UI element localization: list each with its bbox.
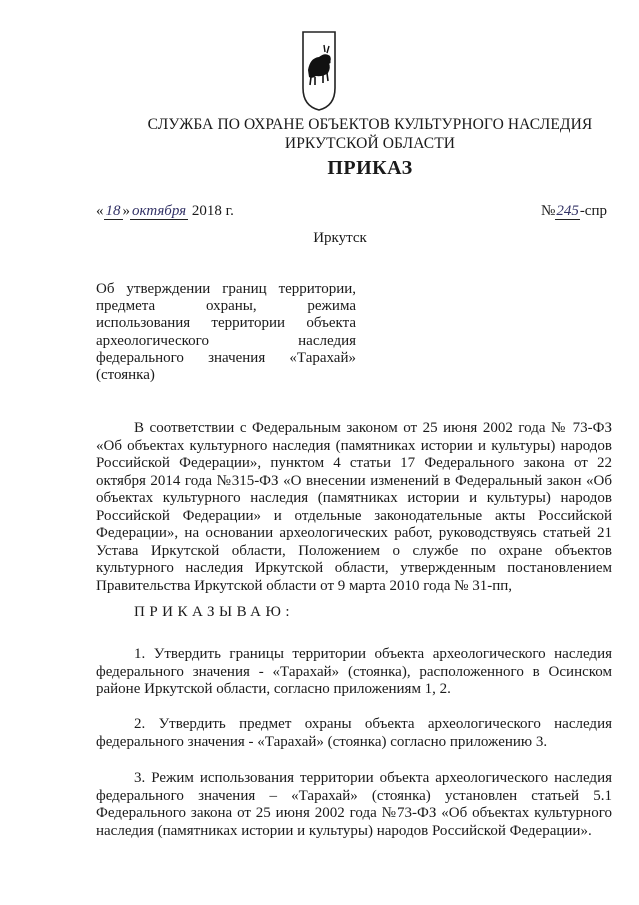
document-subject [96, 281, 356, 384]
date-year: 2018 г. [191, 203, 234, 219]
subject-line: Об утверждении границ территории, [96, 281, 356, 297]
date-open-quote: « [96, 203, 104, 219]
number-suffix: -спр [579, 203, 607, 219]
order-item-3: 3. Режим использования территории объекта археологического наследия федерального значения – «Тарахай» (стоянка) установлен статьей 5.1 Федерального закона от 25 июня 2002 года №73-ФЗ «Об объектах культурного наследия (памятниках истории и культуры) народов Российской Федерации». [96, 770, 612, 839]
document-date [96, 203, 234, 220]
order-item-1: 1. Утвердить границы территории объекта археологического наследия федерального значения - «Тарахай» (стоянка), расположенного в Осинском районе Иркутской области, согласно приложениям 1, 2. [96, 646, 612, 697]
coat-of-arms-emblem [301, 30, 337, 112]
document-type-title: ПРИКАЗ [327, 157, 413, 179]
subject-line: археологического наследия [96, 332, 356, 349]
document-number [541, 203, 607, 220]
city-name: Иркутск [313, 230, 367, 246]
organization-line-2: ИРКУТСКОЙ ОБЛАСТИ [284, 135, 456, 152]
organization-line-1: СЛУЖБА ПО ОХРАНЕ ОБЪЕКТОВ КУЛЬТУРНОГО НАСЛЕДИЯ [147, 116, 593, 133]
preamble-paragraph: В соответствии с Федеральным законом от 25 июня 2002 года № 73-ФЗ «Об объектах культурного наследия (памятниках истории и культуры) народов Российской Федерации», пунктом 4 статьи 17 Федерального закона от 22 октября 2014 года №315-ФЗ «О внесении изменений в Федеральный закон «Об объектах культурного наследия (памятниках истории и культуры) народов Российской Федерации» и отдельные законодательные акты Российской Федерации», на основании археологических работ, руководствуясь статьей 21 Устава Иркутской области, Положением о службе по охране объектов культурного наследия Иркутской области, утвержденным постановлением Правительства Иркутской области от 9 марта 2010 года № 31-пп, [96, 420, 612, 594]
date-day: 18 [105, 203, 121, 219]
subject-line: использования территории объекта [96, 315, 356, 332]
subject-line: предмета охраны, режима [96, 298, 356, 315]
subject-line: федерального значения «Тарахай» [96, 349, 356, 366]
organization-title [100, 115, 639, 153]
order-heading: ПРИКАЗЫВАЮ: [134, 604, 295, 620]
number-prefix: № [541, 203, 556, 219]
number-value: 245 [556, 203, 579, 219]
date-month: октября [132, 203, 187, 219]
date-mid-quote: » [122, 203, 130, 219]
subject-line: (стоянка) [96, 367, 155, 384]
order-item-2: 2. Утвердить предмет охраны объекта археологического наследия федерального значения - «Тарахай» (стоянка) согласно приложению 3. [96, 716, 612, 750]
